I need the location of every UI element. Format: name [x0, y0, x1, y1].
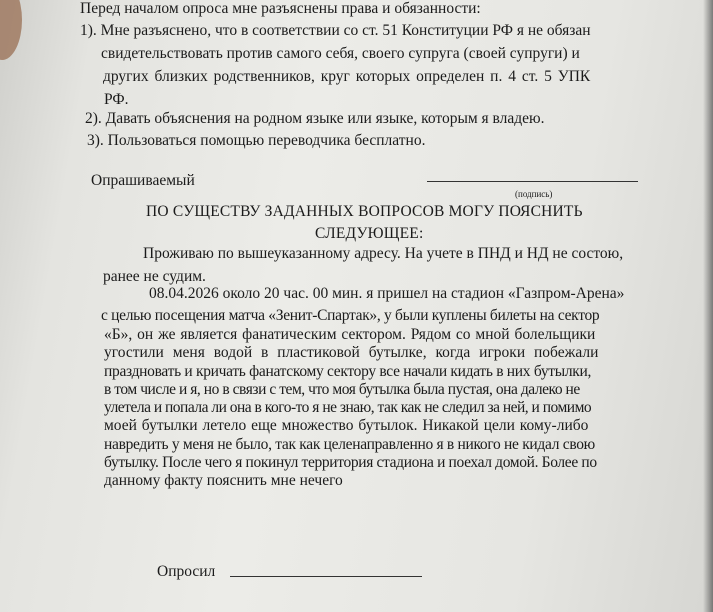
statement-line: данному факту пояснить мне нечего: [104, 472, 343, 489]
statement-line: моей бутылки летело еще множество бутылок. Никакой цели кому-либо: [104, 417, 589, 434]
rights-intro: Перед началом опроса мне разъяснены права и обязанности:: [80, 0, 481, 17]
statement-line: праздновать и кричать фанатскому сектору все начали кидать в них бутылки,: [104, 363, 592, 380]
statement-line: бутылку. После чего я покинул территория стадиона и поехал домой. Более по: [104, 454, 597, 471]
interviewee-signature-line: [427, 181, 638, 182]
rights-item-3: 3). Пользоваться помощью переводчика бесплатно.: [87, 132, 426, 149]
rights-item-1-line-1: 1). Мне разъяснено, что в соответствии со ст. 51 Конституции РФ я не обязан: [80, 22, 591, 39]
finger-shadow: [0, 0, 22, 60]
page-edge-shadow: [703, 0, 713, 612]
rights-item-1-line-2: свидетельствовать против самого себя, своего супруга (своей супруги) и: [101, 45, 580, 62]
rights-item-1-line-3: других близких родственников, круг которых определен п. 4 ст. 5 УПК: [103, 68, 591, 85]
statement-line: 08.04.2026 около 20 час. 00 мин. я пришел на стадион «Газпром-Арена»: [149, 285, 625, 302]
statement-heading-line-1: ПО СУЩЕСТВУ ЗАДАННЫХ ВОПРОСОВ МОГУ ПОЯСНИТЬ: [146, 203, 583, 220]
statement-line: навредить у меня не было, так как целенаправленно я в никого не кидал свою: [104, 436, 595, 453]
statement-line: угостили меня водой в пластиковой бутылке, когда игроки побежали: [104, 344, 599, 361]
rights-item-2: 2). Давать объяснения на родном языке или языке, которым я владею.: [85, 110, 545, 127]
statement-line: Проживаю по вышеуказанному адресу. На учете в ПНД и НД не состою,: [143, 245, 624, 262]
interviewee-label: Опрашиваемый: [91, 172, 195, 189]
statement-line: «Б», он же является фанатическим сектором. Рядом со мной болельщики: [104, 326, 596, 343]
statement-line: с целью посещения матча «Зенит-Спартак», у были куплены билеты на сектор: [101, 307, 600, 324]
statement-line: улетела и попала ли она в кого-то я не знаю, так как не следил за ней, и помимо: [104, 399, 592, 416]
interviewer-signature-line: [230, 576, 422, 577]
interviewer-label: Опросил: [157, 563, 216, 580]
signature-caption: (подпись): [515, 189, 553, 199]
statement-line: в том числе и я, но в связи с тем, что моя бутылка была пустая, она далеко не: [104, 381, 580, 398]
statement-heading-line-2: СЛЕДУЮЩЕЕ:: [315, 225, 424, 242]
rights-item-1-line-4: РФ.: [104, 91, 129, 108]
statement-line: ранее не судим.: [103, 268, 206, 285]
